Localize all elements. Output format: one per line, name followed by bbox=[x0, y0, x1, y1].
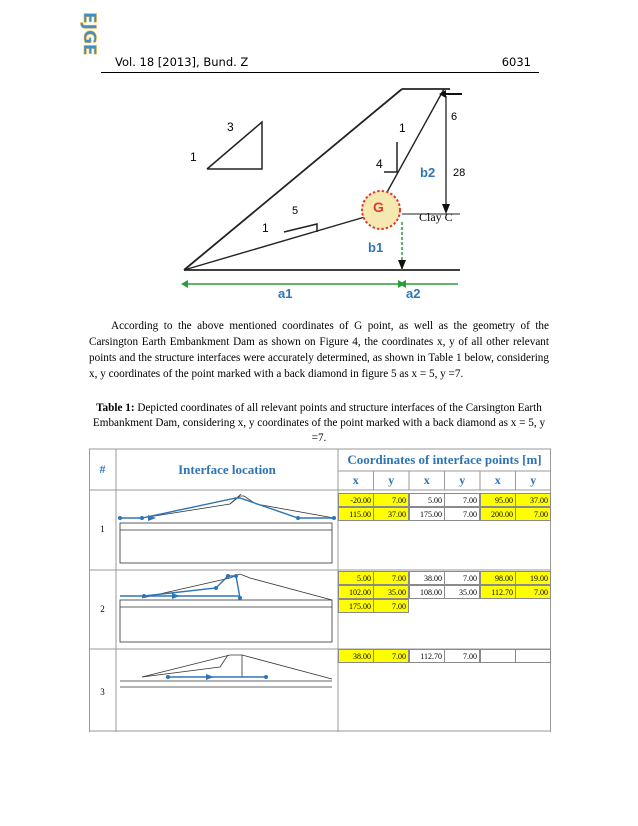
dim-label-6: 6 bbox=[451, 111, 458, 123]
logo-text: EJGE bbox=[79, 12, 99, 56]
dim-b2-label: b2 bbox=[420, 165, 436, 180]
slope-label-1-right: 1 bbox=[399, 121, 406, 135]
dim-label-28: 28 bbox=[453, 167, 466, 179]
row-3-diagram bbox=[116, 649, 338, 731]
table-caption-text: Depicted coordinates of all relevant points and structure interfaces of the Carsington Earth Embankment Dam, considering x, y coordinates of the point marked with a back diamond as x = 5, y =7. bbox=[92, 402, 546, 444]
slope-label-1-bottom: 1 bbox=[262, 221, 269, 235]
slope-label-1-left: 1 bbox=[190, 150, 197, 164]
cell-r1-11: 200.00 bbox=[480, 507, 516, 521]
cell-r2-12: 7.00 bbox=[515, 585, 551, 599]
cell-r3-1: 38.00 bbox=[338, 649, 374, 663]
cell-r3-3: 112.70 bbox=[409, 649, 445, 663]
clay-core-label: Clay C bbox=[419, 210, 453, 224]
cell-r1-6: 37.00 bbox=[515, 493, 551, 507]
cell-r2-9: 108.00 bbox=[409, 585, 445, 599]
volume-info: Vol. 18 [2013], Bund. Z bbox=[115, 55, 249, 69]
cell-r1-2: 7.00 bbox=[373, 493, 409, 507]
header-y3: y bbox=[530, 473, 537, 487]
cell-r2-4: 7.00 bbox=[444, 571, 480, 585]
body-paragraph bbox=[89, 318, 549, 382]
cell-r3-4: 7.00 bbox=[444, 649, 480, 663]
header-y2: y bbox=[459, 473, 466, 487]
cell-r2-6: 19.00 bbox=[515, 571, 551, 585]
point-G-label: G bbox=[373, 199, 384, 215]
row-2-id: 2 bbox=[100, 604, 105, 614]
header-interface-location: Interface location bbox=[178, 462, 276, 477]
dim-a2-label: a2 bbox=[406, 286, 421, 301]
cell-r2-10: 35.00 bbox=[444, 585, 480, 599]
table-caption bbox=[89, 401, 549, 446]
cell-r2-3: 38.00 bbox=[409, 571, 445, 585]
body-paragraph-text: According to the above mentioned coordinates of G point, as well as the geometry of the Carsington Earth Embankment Dam as shown on Figure 4, the coordinates x, y of all other relevant points and the structure interfaces were accurately determined, as shown in Table 1 below, considering x, y coordinates of the point marked with a back diamond in figure 5 as x = 5, y =7. bbox=[89, 320, 549, 380]
slope-label-4: 4 bbox=[376, 157, 383, 171]
header-coordinates: Coordinates of interface points [m] bbox=[347, 452, 542, 467]
cell-r2-1: 5.00 bbox=[338, 571, 374, 585]
cell-r1-10: 7.00 bbox=[444, 507, 480, 521]
cell-r1-1: -20.00 bbox=[338, 493, 374, 507]
coordinates-table bbox=[89, 449, 551, 732]
header-number: # bbox=[99, 462, 106, 476]
row-3-id: 3 bbox=[100, 687, 105, 697]
cell-r2-5: 98.00 bbox=[480, 571, 516, 585]
row-2-diagram bbox=[116, 570, 338, 649]
header-x3: x bbox=[494, 473, 501, 487]
cell-r2-13: 175.00 bbox=[338, 599, 374, 613]
slope-label-3: 3 bbox=[227, 120, 234, 134]
cell-r2-8: 35.00 bbox=[373, 585, 409, 599]
page-number: 6031 bbox=[501, 55, 531, 69]
row-1-id: 1 bbox=[100, 524, 105, 534]
cell-r1-8: 37.00 bbox=[373, 507, 409, 521]
header-x1: x bbox=[352, 473, 359, 487]
cell-r1-7: 115.00 bbox=[338, 507, 374, 521]
cell-r3-6 bbox=[515, 649, 551, 663]
cell-r2-11: 112.70 bbox=[480, 585, 516, 599]
header-x2: x bbox=[423, 473, 430, 487]
row-1-diagram bbox=[116, 490, 338, 570]
dim-a1-label: a1 bbox=[278, 286, 293, 301]
cell-r1-9: 175.00 bbox=[409, 507, 445, 521]
header-rule bbox=[101, 72, 539, 73]
dam-geometry-figure bbox=[180, 84, 466, 301]
cell-r2-2: 7.00 bbox=[373, 571, 409, 585]
cell-r1-5: 95.00 bbox=[480, 493, 516, 507]
ejge-logo bbox=[78, 8, 98, 70]
header-y1: y bbox=[388, 473, 395, 487]
table-caption-label: Table 1: bbox=[96, 402, 135, 414]
cell-r2-7: 102.00 bbox=[338, 585, 374, 599]
cell-r3-2: 7.00 bbox=[373, 649, 409, 663]
cell-r1-12: 7.00 bbox=[515, 507, 551, 521]
cell-r3-5 bbox=[480, 649, 516, 663]
slope-label-5: 5 bbox=[292, 205, 299, 217]
dim-b1-label: b1 bbox=[368, 240, 384, 255]
cell-r2-14: 7.00 bbox=[373, 599, 409, 613]
cell-r1-3: 5.00 bbox=[409, 493, 445, 507]
cell-r1-4: 7.00 bbox=[444, 493, 480, 507]
